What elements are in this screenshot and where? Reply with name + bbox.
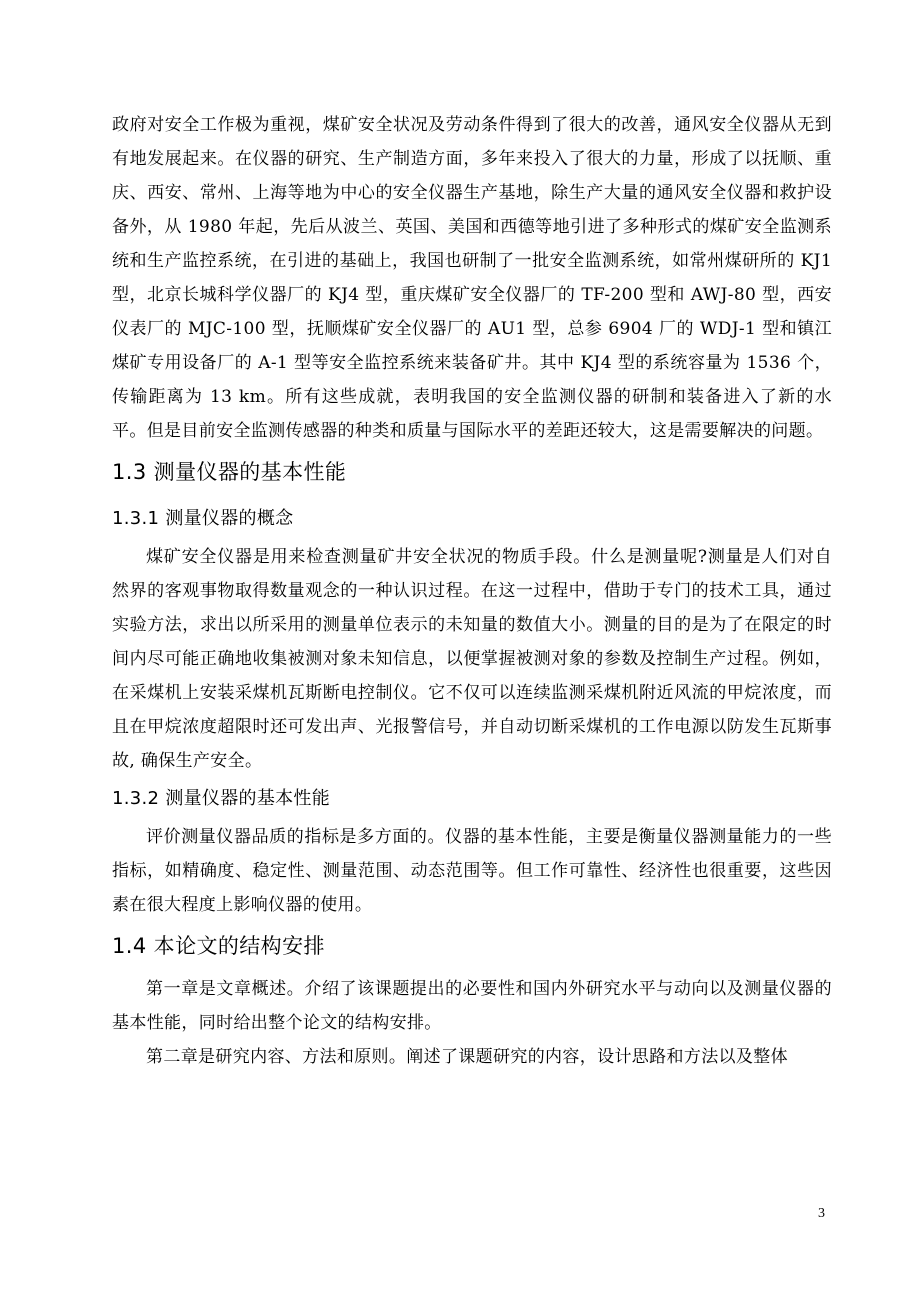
section-heading-1-3: 1.3 测量仪器的基本性能 xyxy=(112,460,347,484)
body-paragraph: 煤矿安全仪器是用来检查测量矿井安全状况的物质手段。什么是测量呢?测量是人们对自然界的客观事物取得数量观念的一种认识过程。在这一过程中，借助于专门的技术工具，通过实验方法，求出以所采用的测量单位表示的未知量的数值大小。测量的目的是为了在限定的时间内尽可能正确地收集被测对象未知信息，以便掌握被测对象的参数及控制生产过程。例如，在采煤机上安装采煤机瓦斯断电控制仪。它不仅可以连续监测采煤机附近风流的甲烷浓度，而且在甲烷浓度超限时还可发出声、光报警信号，并自动切断采煤机的工作电源以防发生瓦斯事故, 确保生产安全。 xyxy=(112,547,832,771)
section-heading-1-4: 1.4 本论文的结构安排 xyxy=(112,934,325,958)
body-paragraph: 政府对安全工作极为重视，煤矿安全状况及劳动条件得到了很大的改善，通风安全仪器从无到有地发展起来。在仪器的研究、生产制造方面，多年来投入了很大的力量，形成了以抚顺、重庆、西安、常州、上海等地为中心的安全仪器生产基地，除生产大量的通风安全仪器和救护设备外，从 1980 年起，先后从波兰、英国、美国和西德等地引进了多种形式的煤矿安全监测系统和生产监控系统，在引进的基础上，我国也研制了一批安全监测系统，如常州煤研所的 KJ1 型，北京长城科学仪器厂的 KJ4 型，重庆煤矿安全仪器厂的 TF-200 型和 AWJ-80 型，西安仪表厂的 MJC-100 型，抚顺煤矿安全仪器厂的 AU1 型，总参 6904 厂的 WDJ-1 型和镇江煤矿专用设备厂的 A-1 型等安全监控系统来装备矿井。其中 KJ4 型的系统容量为 1536 个，传输距离为 13 km。所有这些成就，表明我国的安全监测仪器的研制和装备进入了新的水平。但是目前安全监测传感器的种类和质量与国际水平的差距还较大，这是需要解决的问题。 xyxy=(112,115,832,441)
body-paragraph: 评价测量仪器品质的指标是多方面的。仪器的基本性能，主要是衡量仪器测量能力的一些指标，如精确度、稳定性、测量范围、动态范围等。但工作可靠性、经济性也很重要，这些因素在很大程度上影响仪器的使用。 xyxy=(112,827,832,915)
body-paragraph: 第二章是研究内容、方法和原则。阐述了课题研究的内容，设计思路和方法以及整体 xyxy=(146,1047,788,1067)
document-page xyxy=(112,108,832,1074)
body-paragraph: 第一章是文章概述。介绍了该课题提出的必要性和国内外研究水平与动向以及测量仪器的基本性能，同时给出整个论文的结构安排。 xyxy=(112,979,832,1033)
subsection-heading-1-3-1: 1.3.1 测量仪器的概念 xyxy=(112,508,294,529)
subsection-heading-1-3-2: 1.3.2 测量仪器的基本性能 xyxy=(112,788,331,809)
page-number: 3 xyxy=(818,1206,825,1221)
